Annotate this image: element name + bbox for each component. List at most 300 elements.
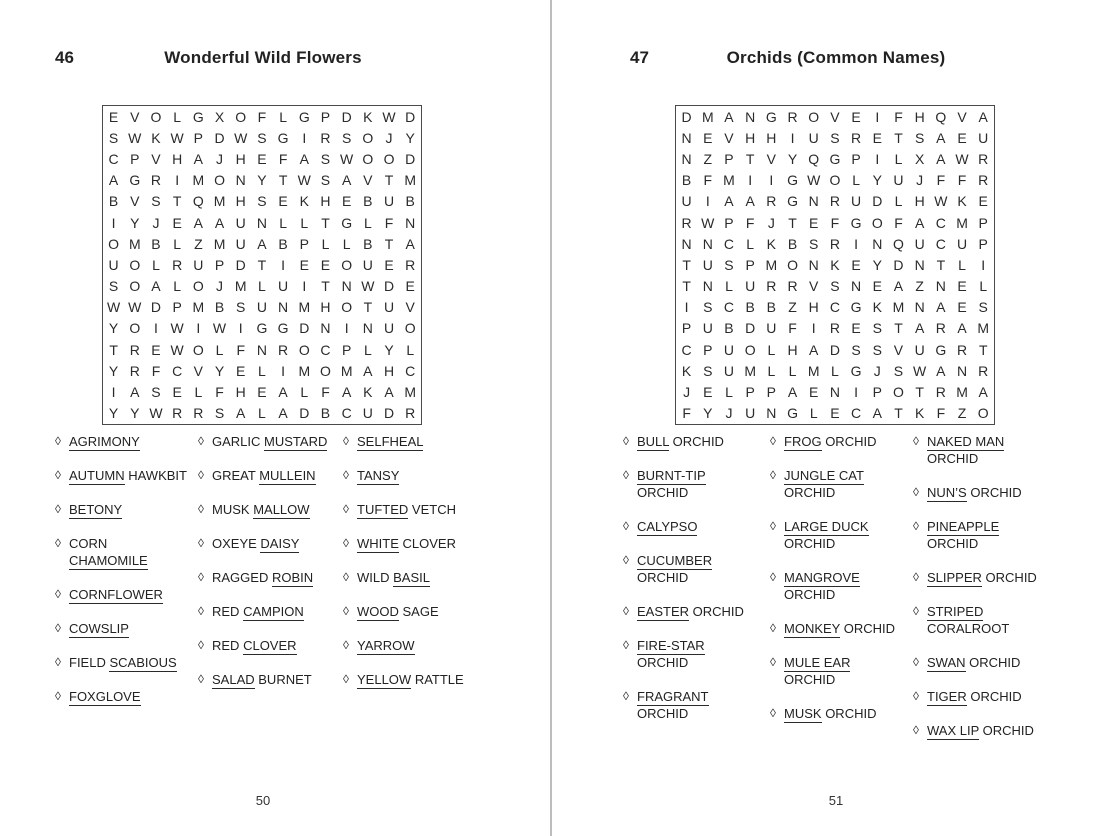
word-segment: HAWKBIT xyxy=(128,468,187,483)
grid-cell-letter: P xyxy=(851,150,861,167)
grid-cell-letter: H xyxy=(766,129,777,146)
grid-cell-letter: E xyxy=(872,278,882,295)
grid-cell-letter: R xyxy=(787,278,798,295)
grid-cell-letter: R xyxy=(405,256,416,273)
word-segment: ORCHID xyxy=(982,723,1034,738)
grid-cell-letter: H xyxy=(235,150,246,167)
diamond-bullet-icon: ◊ xyxy=(55,587,61,601)
grid-cell-letter: R xyxy=(787,108,798,125)
grid-cell-letter: B xyxy=(724,320,734,337)
grid-cell-letter: R xyxy=(956,341,968,358)
grid-cell-letter: U xyxy=(914,235,925,252)
grid-cell-letter: U xyxy=(193,256,204,273)
grid-cell-letter: I xyxy=(281,256,286,273)
puzzle-title-left: Wonderful Wild Flowers xyxy=(164,48,362,67)
grid-cell-letter: R xyxy=(935,384,946,401)
grid-cell-letter: H xyxy=(914,193,925,210)
word-segment: ORCHID xyxy=(784,536,836,551)
word-list-entry xyxy=(55,501,198,518)
grid-cell-letter: F xyxy=(830,214,840,231)
grid-cell-letter: P xyxy=(193,129,204,146)
grid-cell-letter: L xyxy=(725,278,733,295)
grid-cell-letter: A xyxy=(151,278,161,295)
grid-cell-letter: W xyxy=(149,405,163,422)
word-list-entry xyxy=(55,586,198,603)
word-line xyxy=(637,637,770,654)
grid-cell-letter: K xyxy=(830,256,840,273)
word-segment-underlined: SWAN xyxy=(927,655,966,670)
grid-cell-letter: C xyxy=(935,214,946,231)
grid-cell-letter: S xyxy=(108,278,119,295)
grid-cell-letter: E xyxy=(957,299,967,316)
word-text xyxy=(927,518,1063,552)
word-segment-underlined: AUTUMN xyxy=(69,468,125,483)
page-gutter-divider xyxy=(550,0,552,836)
word-segment: ORCHID xyxy=(637,485,689,500)
word-line xyxy=(212,637,341,654)
word-text xyxy=(784,518,910,552)
word-line xyxy=(784,654,910,671)
grid-cell-letter: M xyxy=(807,362,820,379)
grid-cell-letter: N xyxy=(405,214,416,231)
grid-cell-letter: B xyxy=(320,405,331,422)
grid-cell-letter: C xyxy=(723,235,735,252)
grid-cell-letter: G xyxy=(787,405,798,422)
wordsearch-grid-left xyxy=(102,105,422,425)
grid-row xyxy=(103,297,421,318)
grid-cell-letter: L xyxy=(321,235,330,252)
word-list-entry xyxy=(913,569,1063,586)
word-list-entry xyxy=(913,484,1063,501)
word-list-entry xyxy=(55,620,198,637)
grid-cell-letter: T xyxy=(278,172,288,189)
word-segment-underlined: NUN’S xyxy=(927,485,967,500)
word-segment: VETCH xyxy=(411,502,456,517)
diamond-bullet-icon: ◊ xyxy=(623,519,629,533)
diamond-bullet-icon: ◊ xyxy=(913,723,919,737)
grid-row xyxy=(103,381,421,402)
grid-cell-letter: O xyxy=(150,108,162,125)
word-segment-underlined: COWSLIP xyxy=(69,621,129,636)
grid-cell-letter: T xyxy=(936,256,946,273)
grid-cell-letter: W xyxy=(297,172,311,189)
word-line xyxy=(927,484,1063,501)
word-segment-underlined: MANGROVE xyxy=(784,570,860,585)
grid-cell-letter: Y xyxy=(787,150,798,167)
grid-cell-letter: S xyxy=(809,235,819,252)
grid-cell-letter: G xyxy=(935,341,947,358)
grid-cell-letter: D xyxy=(383,278,395,295)
grid-cell-letter: T xyxy=(321,278,330,295)
grid-cell-letter: Y xyxy=(405,129,415,146)
grid-cell-letter: D xyxy=(405,108,416,125)
word-line xyxy=(637,705,770,722)
word-line xyxy=(212,467,341,484)
grid-cell-letter: J xyxy=(725,405,733,422)
grid-cell-letter: O xyxy=(320,362,331,379)
grid-cell-letter: T xyxy=(172,193,182,210)
grid-cell-letter: T xyxy=(894,129,903,146)
grid-cell-letter: A xyxy=(341,172,352,189)
word-list-entry xyxy=(198,467,341,484)
grid-cell-letter: W xyxy=(934,193,948,210)
grid-cell-letter: N xyxy=(681,235,692,252)
grid-cell-letter: T xyxy=(788,214,797,231)
grid-cell-letter: F xyxy=(257,108,267,125)
grid-cell-letter: I xyxy=(111,384,116,401)
word-list-entry xyxy=(623,518,770,535)
grid-cell-letter: N xyxy=(914,256,925,273)
grid-cell-letter: H xyxy=(914,108,925,125)
grid-cell-letter: G xyxy=(256,320,268,337)
grid-cell-letter: U xyxy=(256,299,267,316)
grid-cell-letter: U xyxy=(745,278,756,295)
word-text xyxy=(212,501,341,518)
grid-cell-letter: M xyxy=(892,299,905,316)
grid-cell-letter: P xyxy=(299,235,309,252)
grid-cell-letter: I xyxy=(875,150,880,167)
grid-cell-letter: O xyxy=(341,256,353,273)
grid-cell-letter: K xyxy=(957,193,967,210)
grid-cell-letter: U xyxy=(766,320,777,337)
word-line xyxy=(784,586,910,603)
word-text xyxy=(357,501,481,518)
word-list-entry xyxy=(55,467,198,484)
grid-cell-letter: C xyxy=(829,299,840,316)
diamond-bullet-icon: ◊ xyxy=(198,570,204,584)
grid-cell-letter: M xyxy=(340,362,353,379)
grid-cell-letter: I xyxy=(854,235,859,252)
diamond-bullet-icon: ◊ xyxy=(343,638,349,652)
word-segment: MUSK xyxy=(212,502,250,517)
word-list-entry xyxy=(770,433,910,450)
grid-cell-letter: H xyxy=(745,129,756,146)
word-list-entry xyxy=(55,654,198,671)
word-line xyxy=(357,501,481,518)
word-line xyxy=(784,671,910,688)
grid-cell-letter: J xyxy=(916,172,924,189)
grid-cell-letter: F xyxy=(788,320,797,337)
grid-cell-letter: G xyxy=(787,193,798,210)
diamond-bullet-icon: ◊ xyxy=(343,434,349,448)
word-list-entry xyxy=(770,569,910,603)
grid-cell-letter: N xyxy=(341,278,352,295)
grid-row xyxy=(103,148,421,169)
grid-cell-letter: G xyxy=(277,320,289,337)
grid-cell-letter: A xyxy=(978,384,988,401)
word-line xyxy=(69,433,198,450)
grid-cell-letter: E xyxy=(257,150,267,167)
grid-cell-letter: S xyxy=(703,362,713,379)
grid-cell-letter: P xyxy=(745,256,755,273)
word-segment-underlined: MULE EAR xyxy=(784,655,851,670)
word-text xyxy=(927,688,1063,705)
grid-cell-letter: S xyxy=(872,341,882,358)
word-segment-underlined: CUCUMBER xyxy=(637,553,713,568)
word-text xyxy=(927,433,1063,467)
grid-cell-letter: U xyxy=(808,129,819,146)
grid-cell-letter: D xyxy=(893,256,904,273)
word-line xyxy=(784,535,910,552)
diamond-bullet-icon: ◊ xyxy=(770,655,776,669)
grid-cell-letter: O xyxy=(977,405,989,422)
grid-cell-letter: S xyxy=(320,172,331,189)
grid-cell-letter: Q xyxy=(893,235,904,252)
grid-row xyxy=(676,233,994,254)
diamond-bullet-icon: ◊ xyxy=(623,604,629,618)
grid-cell-letter: M xyxy=(128,235,141,252)
grid-cell-letter: O xyxy=(214,172,225,189)
grid-row xyxy=(676,191,994,212)
word-list-entry xyxy=(770,620,910,637)
word-segment: ORCHID xyxy=(637,655,689,670)
grid-cell-letter: Y xyxy=(872,256,882,273)
word-line xyxy=(637,603,770,620)
grid-cell-letter: O xyxy=(404,320,416,337)
word-text xyxy=(927,484,1063,501)
word-line xyxy=(784,569,910,586)
grid-cell-letter: Y xyxy=(257,172,267,189)
word-segment-underlined: CORNFLOWER xyxy=(69,587,163,602)
word-text xyxy=(637,688,770,722)
word-text xyxy=(212,467,341,484)
grid-cell-letter: G xyxy=(277,129,289,146)
grid-cell-letter: L xyxy=(767,362,776,379)
word-line xyxy=(637,484,770,501)
grid-cell-letter: I xyxy=(790,129,795,146)
word-segment: ORCHID xyxy=(985,570,1037,585)
wordsearch-grid-right xyxy=(675,105,995,425)
word-line xyxy=(357,637,481,654)
grid-cell-letter: W xyxy=(807,172,821,189)
grid-cell-letter: M xyxy=(956,214,968,231)
grid-cell-letter: Z xyxy=(915,278,924,295)
grid-cell-letter: P xyxy=(766,384,777,401)
grid-cell-letter: M xyxy=(234,278,247,295)
grid-cell-letter: B xyxy=(108,193,119,210)
word-segment: RAGGED xyxy=(212,570,269,585)
grid-cell-letter: P xyxy=(978,214,988,231)
grid-cell-letter: Y xyxy=(108,405,119,422)
grid-cell-letter: Z xyxy=(957,405,967,422)
grid-cell-letter: C xyxy=(851,405,862,422)
diamond-bullet-icon: ◊ xyxy=(770,706,776,720)
grid-cell-letter: H xyxy=(320,299,331,316)
grid-cell-letter: O xyxy=(192,278,204,295)
grid-cell-letter: T xyxy=(894,320,903,337)
word-line xyxy=(784,484,910,501)
word-text xyxy=(637,518,770,535)
grid-cell-letter: D xyxy=(235,256,246,273)
grid-cell-letter: L xyxy=(809,405,818,422)
word-segment-underlined: PINEAPPLE xyxy=(927,519,1000,534)
grid-cell-letter: I xyxy=(302,278,307,295)
grid-cell-letter: D xyxy=(299,320,310,337)
grid-cell-letter: I xyxy=(344,320,349,337)
grid-cell-letter: U xyxy=(108,256,119,273)
grid-cell-letter: V xyxy=(130,108,140,125)
grid-cell-letter: L xyxy=(173,278,182,295)
grid-cell-letter: A xyxy=(936,129,946,146)
grid-cell-letter: Y xyxy=(130,405,140,422)
grid-cell-letter: F xyxy=(745,214,755,231)
grid-row xyxy=(676,381,994,402)
word-line xyxy=(69,535,198,552)
grid-cell-letter: R xyxy=(978,150,989,167)
grid-cell-letter: P xyxy=(130,150,140,167)
word-list-entry xyxy=(623,433,770,450)
word-segment: RED xyxy=(212,638,240,653)
diamond-bullet-icon: ◊ xyxy=(913,655,919,669)
grid-cell-letter: E xyxy=(278,193,288,210)
word-list-entry xyxy=(770,518,910,552)
grid-cell-letter: W xyxy=(212,320,227,337)
word-text xyxy=(69,620,198,637)
grid-cell-letter: A xyxy=(936,150,946,167)
grid-cell-letter: I xyxy=(238,320,243,337)
grid-row xyxy=(676,170,994,191)
grid-cell-letter: P xyxy=(320,108,331,125)
grid-cell-letter: V xyxy=(830,108,840,125)
word-line xyxy=(212,535,341,552)
grid-cell-letter: E xyxy=(809,384,819,401)
grid-cell-letter: A xyxy=(214,214,225,231)
word-segment: GARLIC xyxy=(212,434,261,449)
word-list-entry xyxy=(623,688,770,722)
grid-cell-letter: R xyxy=(829,235,840,252)
grid-cell-letter: M xyxy=(404,172,417,189)
grid-cell-letter: R xyxy=(829,193,840,210)
grid-cell-letter: M xyxy=(213,193,226,210)
grid-cell-letter: S xyxy=(108,129,119,146)
grid-cell-letter: P xyxy=(724,214,734,231)
grid-cell-letter: C xyxy=(405,362,416,379)
grid-cell-letter: U xyxy=(362,256,373,273)
word-line xyxy=(357,433,481,450)
word-segment-underlined: SALAD xyxy=(212,672,255,687)
grid-cell-letter: O xyxy=(871,214,883,231)
grid-cell-letter: S xyxy=(830,129,840,146)
grid-cell-letter: R xyxy=(405,405,416,422)
word-line xyxy=(212,433,341,450)
grid-cell-letter: G xyxy=(850,214,862,231)
grid-row xyxy=(676,318,994,339)
grid-cell-letter: O xyxy=(893,384,904,401)
grid-cell-letter: H xyxy=(235,384,246,401)
folio-number-right: 51 xyxy=(828,793,844,808)
grid-cell-letter: F xyxy=(278,150,288,167)
grid-cell-letter: O xyxy=(192,341,204,358)
grid-cell-letter: V xyxy=(809,278,819,295)
diamond-bullet-icon: ◊ xyxy=(198,672,204,686)
word-list-entry xyxy=(913,518,1063,552)
grid-cell-letter: Y xyxy=(214,362,225,379)
word-line xyxy=(927,603,1063,620)
grid-cell-letter: Q xyxy=(935,108,947,125)
word-line xyxy=(637,518,770,535)
grid-cell-letter: F xyxy=(236,341,245,358)
grid-cell-letter: V xyxy=(193,362,204,379)
word-list-entry xyxy=(198,569,341,586)
word-text xyxy=(637,433,770,450)
grid-cell-letter: B xyxy=(363,193,373,210)
diamond-bullet-icon: ◊ xyxy=(623,689,629,703)
grid-cell-letter: H xyxy=(235,193,246,210)
word-text xyxy=(637,467,770,501)
diamond-bullet-icon: ◊ xyxy=(623,468,629,482)
grid-cell-letter: K xyxy=(872,299,882,316)
grid-cell-letter: L xyxy=(725,384,733,401)
word-list-entry xyxy=(198,535,341,552)
word-segment: FIELD xyxy=(69,655,106,670)
grid-cell-letter: A xyxy=(914,320,925,337)
grid-cell-letter: E xyxy=(405,278,415,295)
grid-cell-letter: K xyxy=(363,384,373,401)
grid-cell-letter: N xyxy=(914,299,925,316)
word-list-entry xyxy=(198,603,341,620)
word-list-right-col2 xyxy=(770,433,910,739)
grid-cell-letter: W xyxy=(701,214,715,231)
grid-cell-letter: O xyxy=(362,150,374,167)
word-list-entry xyxy=(343,433,481,450)
grid-cell-letter: N xyxy=(872,235,883,252)
word-segment: ORCHID xyxy=(825,434,877,449)
grid-row xyxy=(676,148,994,169)
grid-cell-letter: R xyxy=(766,193,777,210)
grid-cell-letter: U xyxy=(723,341,735,358)
word-text xyxy=(784,620,910,637)
grid-cell-letter: E xyxy=(341,193,352,210)
word-segment: ORCHID xyxy=(927,536,979,551)
grid-cell-letter: O xyxy=(129,320,141,337)
word-text xyxy=(212,569,341,586)
grid-cell-letter: C xyxy=(320,341,331,358)
word-list-entry xyxy=(198,433,341,450)
grid-cell-letter: A xyxy=(936,362,946,379)
word-text xyxy=(784,654,910,688)
word-line xyxy=(69,654,198,671)
grid-cell-letter: H xyxy=(383,362,395,379)
word-list-entry xyxy=(770,654,910,688)
grid-cell-letter: Q xyxy=(192,193,204,210)
word-list-entry xyxy=(198,501,341,518)
grid-cell-letter: O xyxy=(362,129,374,146)
diamond-bullet-icon: ◊ xyxy=(770,434,776,448)
grid-cell-letter: L xyxy=(173,108,182,125)
word-text xyxy=(784,569,910,603)
grid-cell-letter: N xyxy=(745,108,756,125)
word-line xyxy=(784,467,910,484)
word-list-entry xyxy=(198,637,341,654)
grid-cell-letter: R xyxy=(681,214,692,231)
word-line xyxy=(784,705,910,722)
grid-row xyxy=(103,170,421,191)
grid-cell-letter: M xyxy=(298,299,311,316)
grid-cell-letter: J xyxy=(683,384,691,401)
grid-cell-letter: G xyxy=(787,172,798,189)
grid-cell-letter: S xyxy=(830,278,840,295)
grid-cell-letter: Y xyxy=(872,172,882,189)
grid-cell-letter: N xyxy=(829,384,840,401)
diamond-bullet-icon: ◊ xyxy=(770,519,776,533)
word-segment-underlined: SELFHEAL xyxy=(357,434,424,449)
word-line xyxy=(927,722,1063,739)
grid-cell-letter: C xyxy=(341,405,352,422)
grid-cell-letter: Y xyxy=(384,341,394,358)
grid-cell-letter: A xyxy=(384,384,394,401)
word-text xyxy=(784,705,910,722)
grid-cell-letter: D xyxy=(829,341,840,358)
